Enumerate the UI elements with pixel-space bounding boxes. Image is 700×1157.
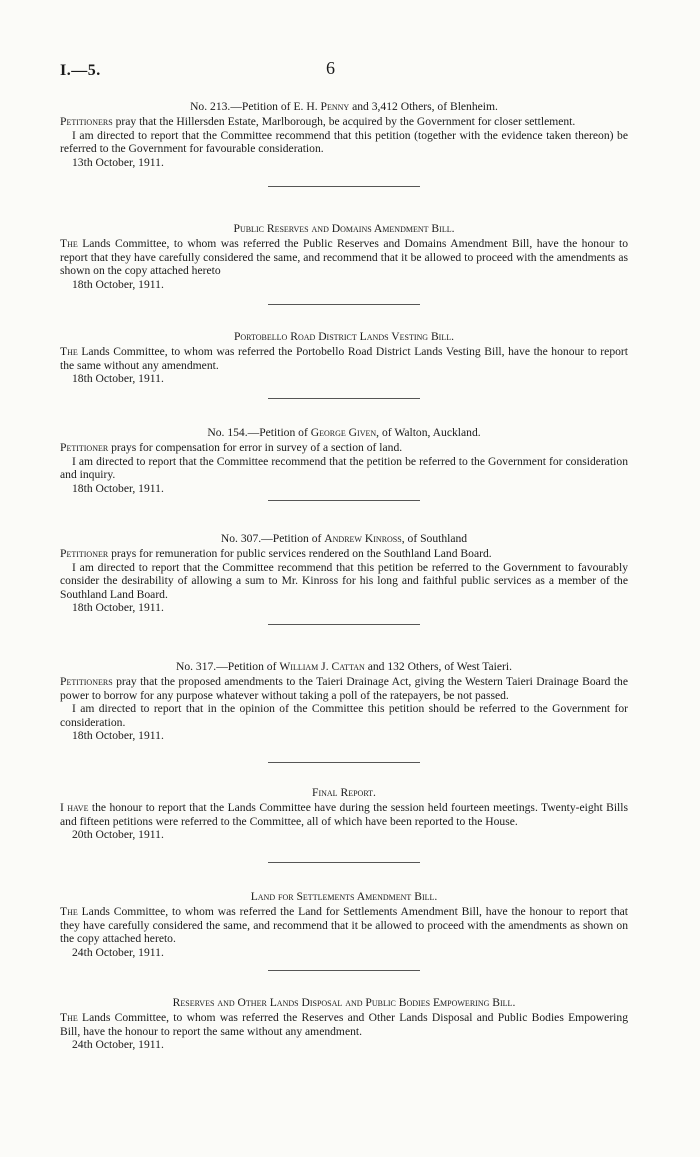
section-title bbox=[60, 100, 628, 113]
section-title bbox=[60, 890, 628, 903]
section-title bbox=[60, 996, 628, 1009]
title-suffix: , of Walton, Auckland. bbox=[376, 426, 481, 439]
petition-213-section bbox=[60, 100, 628, 169]
title-prefix: No. 154.—Petition of bbox=[207, 426, 311, 439]
report-paragraph bbox=[60, 237, 628, 277]
divider-rule bbox=[268, 862, 420, 863]
prayer-paragraph bbox=[60, 115, 628, 128]
paragraph-text: Lands Committee, to whom was referred the Public Reserves and Domains Amendment Bill, have the honour to report that they have carefully considered the same, and recommend that it be allowed to proceed with the amendments as shown on the copy attached hereto bbox=[60, 237, 628, 278]
section-date: 18th October, 1911. bbox=[72, 601, 164, 615]
lead-word: Petitioner bbox=[60, 441, 109, 455]
report-paragraph bbox=[60, 1011, 628, 1038]
petitioner-name: E. H. Penny bbox=[293, 100, 350, 113]
divider-rule bbox=[268, 304, 420, 305]
title-suffix: and 3,412 Others, of Blenheim. bbox=[349, 100, 498, 113]
divider-rule bbox=[268, 762, 420, 763]
petitioner-name: William J. Cattan bbox=[279, 660, 365, 673]
land-settlements-bill-section bbox=[60, 890, 628, 959]
lead-word: Petitioner bbox=[60, 547, 109, 561]
section-date: 18th October, 1911. bbox=[72, 481, 164, 495]
report-paragraph bbox=[60, 801, 628, 828]
lead-word: I have bbox=[60, 801, 89, 815]
report-paragraph: I am directed to report that the Committee recommend that this petition (together with the evidence taken thereon) be referred to the Government for favourable consideration. bbox=[60, 128, 628, 156]
public-reserves-bill-section bbox=[60, 222, 628, 291]
report-paragraph: I am directed to report that in the opinion of the Committee this petition should be referred to the Government for consideration. bbox=[60, 702, 628, 729]
prayer-paragraph bbox=[60, 441, 628, 454]
section-title bbox=[60, 532, 628, 545]
title-prefix: No. 317.—Petition of bbox=[175, 660, 280, 673]
section-title bbox=[60, 330, 628, 343]
title-suffix: , of Southland bbox=[401, 532, 468, 545]
section-title bbox=[60, 222, 628, 235]
section-date: 20th October, 1911. bbox=[72, 828, 164, 842]
title-prefix: No. 213.—Petition of bbox=[190, 100, 294, 113]
section-date: 18th October, 1911. bbox=[72, 277, 164, 291]
divider-rule bbox=[268, 624, 420, 625]
section-date: 18th October, 1911. bbox=[72, 729, 164, 743]
paragraph-text: prays for compensation for error in survey of a section of land. bbox=[108, 441, 403, 455]
lead-word: The bbox=[60, 1011, 78, 1025]
report-title: Final Report. bbox=[312, 786, 376, 799]
petition-154-section bbox=[60, 426, 628, 495]
section-date: 13th October, 1911. bbox=[72, 155, 164, 169]
title-suffix: and 132 Others, of West Taieri. bbox=[364, 660, 513, 673]
divider-rule bbox=[268, 500, 420, 501]
prayer-paragraph bbox=[60, 547, 628, 560]
section-date: 24th October, 1911. bbox=[72, 1038, 164, 1052]
section-title bbox=[60, 426, 628, 439]
paragraph-text: Lands Committee, to whom was referred the Reserves and Other Lands Disposal and Public Bodies Empowering Bill, have the honour to report the same without any amendment. bbox=[60, 1011, 628, 1038]
report-paragraph bbox=[60, 905, 628, 945]
paragraph-text: Lands Committee, to whom was referred the Land for Settlements Amendment Bill, have the honour to report that they have carefully considered the same, and recommend that it be allowed to proceed with the amendments as shown on the copy attached hereto. bbox=[60, 905, 628, 946]
petitioner-name: Andrew Kinross bbox=[324, 532, 402, 545]
paragraph-text: pray that the Hillersden Estate, Marlborough, be acquired by the Government for closer settlement. bbox=[112, 115, 576, 129]
report-paragraph: I am directed to report that the Committee recommend that this petition be referred to the Government to favourably consider the desirability of allowing a sum to Mr. Kinross for his long and faithful public services as a member of the Southland Land Board. bbox=[60, 560, 628, 601]
paragraph-text: Lands Committee, to whom was referred the Portobello Road District Lands Vesting Bill, have the honour to report the same without any amendment. bbox=[60, 345, 628, 372]
section-title bbox=[60, 660, 628, 673]
portobello-bill-section bbox=[60, 330, 628, 386]
page-number: 6 bbox=[326, 58, 335, 78]
title-prefix: No. 307.—Petition of bbox=[220, 532, 325, 545]
paragraph-text: prays for remuneration for public services rendered on the Southland Land Board. bbox=[108, 547, 492, 561]
divider-rule bbox=[268, 970, 420, 971]
paragraph-text: the honour to report that the Lands Committee have during the session held fourteen meetings. Twenty-eight Bills and fifteen petitions were referred to the Committee, all of which have been reported to the House. bbox=[60, 801, 629, 828]
report-paragraph bbox=[60, 345, 628, 372]
prayer-paragraph bbox=[60, 675, 628, 702]
lead-word: The bbox=[60, 345, 78, 359]
lead-word: Petitioners bbox=[60, 675, 113, 689]
page-header bbox=[60, 58, 628, 88]
lead-word: The bbox=[60, 237, 78, 251]
petitioner-name: George Given bbox=[310, 426, 377, 439]
section-date: 24th October, 1911. bbox=[72, 945, 164, 959]
petition-317-section bbox=[60, 660, 628, 742]
document-page bbox=[60, 0, 628, 1157]
lead-word: Petitioners bbox=[60, 115, 113, 129]
bill-title: Public Reserves and Domains Amendment Bill. bbox=[233, 222, 455, 235]
bill-title: Portobello Road District Lands Vesting Bill. bbox=[233, 330, 455, 343]
bill-title: Reserves and Other Lands Disposal and Public Bodies Empowering Bill. bbox=[172, 996, 516, 1009]
final-report-section bbox=[60, 786, 628, 842]
reserves-disposal-bill-section bbox=[60, 996, 628, 1052]
section-date: 18th October, 1911. bbox=[72, 372, 164, 386]
paragraph-text: pray that the proposed amendments to the Taieri Drainage Act, giving the Western Taieri Drainage Board the power to borrow for any purpose whatever without taking a poll of the ratepayers, be not passed. bbox=[60, 675, 628, 702]
petition-307-section bbox=[60, 532, 628, 614]
lead-word: The bbox=[60, 905, 78, 919]
document-reference: I.—5. bbox=[60, 62, 101, 79]
section-title bbox=[60, 786, 628, 799]
report-paragraph: I am directed to report that the Committee recommend that the petition be referred to the Government for consideration and inquiry. bbox=[60, 454, 628, 482]
divider-rule bbox=[268, 186, 420, 187]
divider-rule bbox=[268, 398, 420, 399]
bill-title: Land for Settlements Amendment Bill. bbox=[250, 890, 438, 903]
